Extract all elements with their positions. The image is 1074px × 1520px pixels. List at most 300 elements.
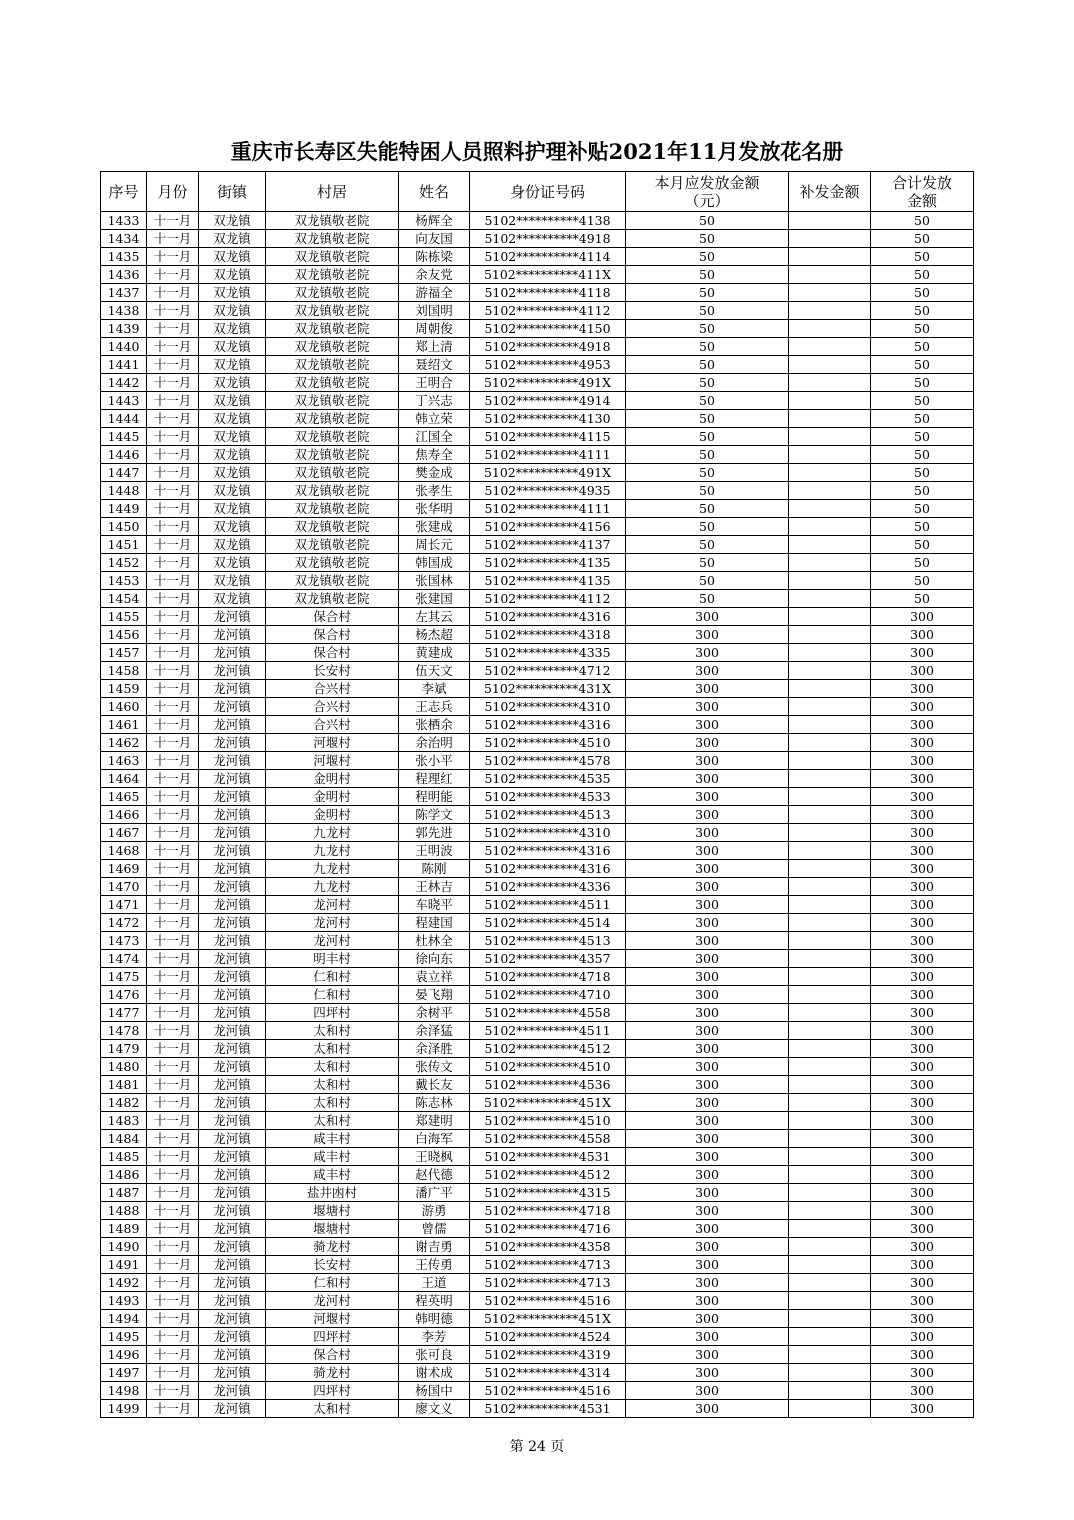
table-row (101, 266, 974, 284)
cell-total: 300 (871, 1148, 974, 1166)
cell-total: 50 (871, 248, 974, 266)
cell-seq: 1497 (101, 1364, 147, 1382)
cell-id-number: 5102**********4712 (470, 662, 626, 680)
cell-monthly-amount: 300 (626, 1274, 789, 1292)
cell-supplement (789, 914, 871, 932)
cell-monthly-amount: 50 (626, 572, 789, 590)
cell-supplement (789, 1022, 871, 1040)
cell-name: 伍天文 (399, 662, 470, 680)
cell-total: 50 (871, 518, 974, 536)
cell-village: 双龙镇敬老院 (266, 464, 399, 482)
cell-seq: 1443 (101, 392, 147, 410)
cell-monthly-amount: 50 (626, 518, 789, 536)
cell-town: 龙河镇 (199, 716, 266, 734)
cell-total: 50 (871, 536, 974, 554)
cell-seq: 1483 (101, 1112, 147, 1130)
cell-name: 王传勇 (399, 1256, 470, 1274)
cell-name: 黄建成 (399, 644, 470, 662)
cell-supplement (789, 464, 871, 482)
cell-monthly-amount: 300 (626, 734, 789, 752)
cell-supplement (789, 734, 871, 752)
cell-monthly-amount: 50 (626, 320, 789, 338)
cell-id-number: 5102**********4918 (470, 338, 626, 356)
cell-name: 车晓平 (399, 896, 470, 914)
cell-name: 王明合 (399, 374, 470, 392)
cell-supplement (789, 1292, 871, 1310)
cell-total: 50 (871, 392, 974, 410)
cell-supplement (789, 356, 871, 374)
table-row (101, 464, 974, 482)
cell-name: 程建国 (399, 914, 470, 932)
cell-supplement (789, 806, 871, 824)
cell-village: 盐井凼村 (266, 1184, 399, 1202)
table-row (101, 644, 974, 662)
cell-id-number: 5102**********4953 (470, 356, 626, 374)
table-row (101, 518, 974, 536)
cell-name: 游福全 (399, 284, 470, 302)
table-row (101, 1184, 974, 1202)
cell-seq: 1493 (101, 1292, 147, 1310)
table-row (101, 932, 974, 950)
cell-village: 双龙镇敬老院 (266, 356, 399, 374)
cell-seq: 1464 (101, 770, 147, 788)
cell-seq: 1457 (101, 644, 147, 662)
cell-month: 十一月 (147, 464, 199, 482)
cell-month: 十一月 (147, 248, 199, 266)
cell-seq: 1472 (101, 914, 147, 932)
cell-supplement (789, 1382, 871, 1400)
cell-seq: 1478 (101, 1022, 147, 1040)
table-header-row (101, 172, 974, 212)
cell-total: 50 (871, 266, 974, 284)
table-row (101, 1310, 974, 1328)
cell-monthly-amount: 300 (626, 986, 789, 1004)
cell-total: 300 (871, 968, 974, 986)
cell-month: 十一月 (147, 1328, 199, 1346)
cell-town: 龙河镇 (199, 896, 266, 914)
cell-seq: 1499 (101, 1400, 147, 1418)
cell-village: 双龙镇敬老院 (266, 284, 399, 302)
cell-month: 十一月 (147, 1130, 199, 1148)
cell-seq: 1442 (101, 374, 147, 392)
cell-supplement (789, 338, 871, 356)
cell-total: 300 (871, 1184, 974, 1202)
cell-village: 龙河村 (266, 896, 399, 914)
cell-seq: 1488 (101, 1202, 147, 1220)
cell-total: 50 (871, 302, 974, 320)
cell-village: 保合村 (266, 626, 399, 644)
cell-monthly-amount: 50 (626, 428, 789, 446)
cell-monthly-amount: 300 (626, 950, 789, 968)
cell-supplement (789, 788, 871, 806)
cell-seq: 1471 (101, 896, 147, 914)
cell-name: 赵代德 (399, 1166, 470, 1184)
cell-village: 合兴村 (266, 716, 399, 734)
cell-monthly-amount: 300 (626, 1310, 789, 1328)
cell-town: 龙河镇 (199, 1076, 266, 1094)
cell-seq: 1479 (101, 1040, 147, 1058)
cell-monthly-amount: 300 (626, 1040, 789, 1058)
cell-total: 300 (871, 1112, 974, 1130)
cell-id-number: 5102**********4531 (470, 1400, 626, 1418)
cell-seq: 1498 (101, 1382, 147, 1400)
cell-id-number: 5102**********431X (470, 680, 626, 698)
cell-id-number: 5102**********4156 (470, 518, 626, 536)
table-row (101, 770, 974, 788)
cell-town: 龙河镇 (199, 1274, 266, 1292)
cell-monthly-amount: 300 (626, 806, 789, 824)
cell-id-number: 5102**********4316 (470, 608, 626, 626)
cell-monthly-amount: 300 (626, 968, 789, 986)
cell-town: 双龙镇 (199, 554, 266, 572)
cell-town: 龙河镇 (199, 1364, 266, 1382)
cell-town: 双龙镇 (199, 572, 266, 590)
table-row (101, 1094, 974, 1112)
cell-name: 程明能 (399, 788, 470, 806)
table-row (101, 446, 974, 464)
cell-total: 300 (871, 1274, 974, 1292)
cell-id-number: 5102**********4138 (470, 212, 626, 230)
cell-seq: 1476 (101, 986, 147, 1004)
cell-monthly-amount: 300 (626, 1382, 789, 1400)
cell-seq: 1446 (101, 446, 147, 464)
cell-monthly-amount: 300 (626, 1202, 789, 1220)
cell-id-number: 5102**********4514 (470, 914, 626, 932)
cell-village: 仁和村 (266, 1274, 399, 1292)
cell-id-number: 5102**********4558 (470, 1004, 626, 1022)
cell-supplement (789, 518, 871, 536)
cell-monthly-amount: 300 (626, 770, 789, 788)
cell-town: 双龙镇 (199, 500, 266, 518)
cell-month: 十一月 (147, 896, 199, 914)
cell-village: 堰塘村 (266, 1220, 399, 1238)
cell-supplement (789, 860, 871, 878)
cell-village: 双龙镇敬老院 (266, 446, 399, 464)
cell-total: 50 (871, 356, 974, 374)
cell-village: 九龙村 (266, 842, 399, 860)
cell-supplement (789, 662, 871, 680)
cell-id-number: 5102**********4511 (470, 1022, 626, 1040)
cell-id-number: 5102**********4316 (470, 842, 626, 860)
cell-village: 长安村 (266, 662, 399, 680)
cell-town: 双龙镇 (199, 392, 266, 410)
cell-monthly-amount: 300 (626, 608, 789, 626)
table-row (101, 428, 974, 446)
cell-seq: 1463 (101, 752, 147, 770)
cell-monthly-amount: 50 (626, 338, 789, 356)
cell-name: 张孝生 (399, 482, 470, 500)
cell-name: 周朝俊 (399, 320, 470, 338)
cell-total: 50 (871, 284, 974, 302)
cell-monthly-amount: 300 (626, 1400, 789, 1418)
cell-month: 十一月 (147, 824, 199, 842)
cell-monthly-amount: 50 (626, 464, 789, 482)
header-month: 月份 (147, 172, 199, 212)
cell-monthly-amount: 50 (626, 482, 789, 500)
cell-seq: 1482 (101, 1094, 147, 1112)
table-row (101, 806, 974, 824)
cell-monthly-amount: 300 (626, 1148, 789, 1166)
cell-name: 戴长友 (399, 1076, 470, 1094)
cell-month: 十一月 (147, 806, 199, 824)
cell-month: 十一月 (147, 320, 199, 338)
cell-monthly-amount: 50 (626, 248, 789, 266)
cell-total: 50 (871, 572, 974, 590)
cell-supplement (789, 968, 871, 986)
cell-total: 300 (871, 860, 974, 878)
cell-id-number: 5102**********4111 (470, 500, 626, 518)
cell-total: 300 (871, 1400, 974, 1418)
cell-seq: 1445 (101, 428, 147, 446)
cell-village: 咸丰村 (266, 1130, 399, 1148)
cell-seq: 1440 (101, 338, 147, 356)
cell-total: 50 (871, 320, 974, 338)
cell-total: 50 (871, 464, 974, 482)
cell-name: 杨辉全 (399, 212, 470, 230)
cell-name: 王明波 (399, 842, 470, 860)
cell-id-number: 5102**********4935 (470, 482, 626, 500)
cell-total: 300 (871, 986, 974, 1004)
cell-id-number: 5102**********4510 (470, 1058, 626, 1076)
cell-month: 十一月 (147, 1112, 199, 1130)
cell-monthly-amount: 300 (626, 1076, 789, 1094)
cell-monthly-amount: 50 (626, 230, 789, 248)
cell-total: 50 (871, 500, 974, 518)
cell-month: 十一月 (147, 1274, 199, 1292)
cell-supplement (789, 1130, 871, 1148)
cell-seq: 1449 (101, 500, 147, 518)
cell-town: 双龙镇 (199, 302, 266, 320)
cell-supplement (789, 1238, 871, 1256)
table-row (101, 950, 974, 968)
cell-month: 十一月 (147, 788, 199, 806)
cell-total: 300 (871, 680, 974, 698)
cell-id-number: 5102**********4357 (470, 950, 626, 968)
cell-monthly-amount: 50 (626, 536, 789, 554)
table-row (101, 212, 974, 230)
cell-village: 双龙镇敬老院 (266, 410, 399, 428)
cell-town: 龙河镇 (199, 1202, 266, 1220)
cell-month: 十一月 (147, 1004, 199, 1022)
cell-id-number: 5102**********4137 (470, 536, 626, 554)
cell-town: 双龙镇 (199, 266, 266, 284)
cell-supplement (789, 284, 871, 302)
cell-name: 张传文 (399, 1058, 470, 1076)
cell-name: 李芳 (399, 1328, 470, 1346)
cell-monthly-amount: 300 (626, 1292, 789, 1310)
cell-month: 十一月 (147, 446, 199, 464)
cell-monthly-amount: 300 (626, 878, 789, 896)
cell-town: 龙河镇 (199, 644, 266, 662)
cell-supplement (789, 1094, 871, 1112)
cell-seq: 1496 (101, 1346, 147, 1364)
cell-month: 十一月 (147, 716, 199, 734)
cell-month: 十一月 (147, 1292, 199, 1310)
cell-supplement (789, 1058, 871, 1076)
cell-name: 陈学文 (399, 806, 470, 824)
cell-supplement (789, 1076, 871, 1094)
cell-id-number: 5102**********4713 (470, 1256, 626, 1274)
cell-id-number: 5102**********4533 (470, 788, 626, 806)
cell-id-number: 5102**********4135 (470, 572, 626, 590)
cell-seq: 1480 (101, 1058, 147, 1076)
table-row (101, 1112, 974, 1130)
table-row (101, 572, 974, 590)
table-row (101, 1238, 974, 1256)
cell-monthly-amount: 50 (626, 356, 789, 374)
cell-seq: 1485 (101, 1148, 147, 1166)
cell-village: 太和村 (266, 1400, 399, 1418)
cell-seq: 1458 (101, 662, 147, 680)
cell-seq: 1465 (101, 788, 147, 806)
cell-total: 300 (871, 734, 974, 752)
cell-total: 300 (871, 1004, 974, 1022)
cell-supplement (789, 1364, 871, 1382)
table-row (101, 752, 974, 770)
table-row (101, 482, 974, 500)
cell-month: 十一月 (147, 752, 199, 770)
cell-month: 十一月 (147, 1076, 199, 1094)
cell-month: 十一月 (147, 1346, 199, 1364)
cell-id-number: 5102**********4513 (470, 806, 626, 824)
table-row (101, 374, 974, 392)
cell-town: 双龙镇 (199, 536, 266, 554)
table-row (101, 1274, 974, 1292)
cell-town: 龙河镇 (199, 968, 266, 986)
cell-village: 四坪村 (266, 1004, 399, 1022)
cell-month: 十一月 (147, 968, 199, 986)
cell-name: 焦寿全 (399, 446, 470, 464)
cell-supplement (789, 320, 871, 338)
cell-id-number: 5102**********4516 (470, 1292, 626, 1310)
cell-month: 十一月 (147, 608, 199, 626)
cell-town: 双龙镇 (199, 248, 266, 266)
cell-name: 白海军 (399, 1130, 470, 1148)
cell-id-number: 5102**********4358 (470, 1238, 626, 1256)
cell-total: 300 (871, 1256, 974, 1274)
cell-town: 龙河镇 (199, 1004, 266, 1022)
table-row (101, 1220, 974, 1238)
cell-month: 十一月 (147, 1310, 199, 1328)
cell-supplement (789, 1346, 871, 1364)
cell-village: 双龙镇敬老院 (266, 590, 399, 608)
cell-id-number: 5102**********4150 (470, 320, 626, 338)
table-row (101, 248, 974, 266)
cell-name: 李斌 (399, 680, 470, 698)
cell-supplement (789, 230, 871, 248)
cell-name: 余治明 (399, 734, 470, 752)
cell-total: 300 (871, 716, 974, 734)
cell-monthly-amount: 300 (626, 1184, 789, 1202)
cell-village: 四坪村 (266, 1382, 399, 1400)
cell-total: 300 (871, 806, 974, 824)
cell-seq: 1444 (101, 410, 147, 428)
cell-month: 十一月 (147, 410, 199, 428)
cell-name: 丁兴志 (399, 392, 470, 410)
cell-total: 300 (871, 1238, 974, 1256)
table-row (101, 1364, 974, 1382)
cell-supplement (789, 500, 871, 518)
cell-village: 九龙村 (266, 878, 399, 896)
cell-supplement (789, 1112, 871, 1130)
cell-town: 龙河镇 (199, 1184, 266, 1202)
cell-town: 双龙镇 (199, 284, 266, 302)
cell-total: 300 (871, 932, 974, 950)
cell-name: 张小平 (399, 752, 470, 770)
cell-id-number: 5102**********4716 (470, 1220, 626, 1238)
cell-supplement (789, 1004, 871, 1022)
cell-town: 龙河镇 (199, 1310, 266, 1328)
cell-month: 十一月 (147, 338, 199, 356)
cell-supplement (789, 824, 871, 842)
cell-name: 王林吉 (399, 878, 470, 896)
cell-village: 龙河村 (266, 914, 399, 932)
cell-monthly-amount: 300 (626, 1346, 789, 1364)
roster-body (101, 212, 974, 1418)
cell-seq: 1459 (101, 680, 147, 698)
cell-village: 太和村 (266, 1040, 399, 1058)
cell-town: 龙河镇 (199, 878, 266, 896)
table-row (101, 338, 974, 356)
cell-town: 龙河镇 (199, 950, 266, 968)
cell-monthly-amount: 300 (626, 788, 789, 806)
cell-total: 300 (871, 1202, 974, 1220)
cell-village: 双龙镇敬老院 (266, 230, 399, 248)
cell-town: 双龙镇 (199, 446, 266, 464)
cell-supplement (789, 1166, 871, 1184)
roster-table (100, 171, 974, 1418)
cell-id-number: 5102**********451X (470, 1094, 626, 1112)
cell-month: 十一月 (147, 1040, 199, 1058)
cell-town: 双龙镇 (199, 320, 266, 338)
cell-month: 十一月 (147, 860, 199, 878)
cell-town: 双龙镇 (199, 374, 266, 392)
cell-monthly-amount: 300 (626, 1004, 789, 1022)
cell-month: 十一月 (147, 914, 199, 932)
cell-seq: 1494 (101, 1310, 147, 1328)
cell-monthly-amount: 300 (626, 932, 789, 950)
cell-supplement (789, 1274, 871, 1292)
cell-village: 河堰村 (266, 734, 399, 752)
cell-month: 十一月 (147, 950, 199, 968)
cell-village: 合兴村 (266, 698, 399, 716)
cell-month: 十一月 (147, 536, 199, 554)
cell-supplement (789, 1148, 871, 1166)
cell-id-number: 5102**********4318 (470, 626, 626, 644)
header-seq: 序号 (101, 172, 147, 212)
cell-name: 王晓枫 (399, 1148, 470, 1166)
cell-name: 徐向东 (399, 950, 470, 968)
cell-monthly-amount: 300 (626, 896, 789, 914)
cell-total: 50 (871, 446, 974, 464)
cell-id-number: 5102**********4718 (470, 1202, 626, 1220)
cell-village: 咸丰村 (266, 1148, 399, 1166)
cell-total: 300 (871, 770, 974, 788)
cell-total: 300 (871, 1346, 974, 1364)
cell-village: 保合村 (266, 1346, 399, 1364)
cell-village: 河堰村 (266, 1310, 399, 1328)
cell-name: 左其云 (399, 608, 470, 626)
cell-village: 金明村 (266, 770, 399, 788)
cell-seq: 1435 (101, 248, 147, 266)
cell-monthly-amount: 50 (626, 392, 789, 410)
cell-village: 堰塘村 (266, 1202, 399, 1220)
cell-month: 十一月 (147, 698, 199, 716)
cell-seq: 1491 (101, 1256, 147, 1274)
cell-town: 龙河镇 (199, 698, 266, 716)
cell-id-number: 5102**********4316 (470, 860, 626, 878)
cell-village: 仁和村 (266, 986, 399, 1004)
